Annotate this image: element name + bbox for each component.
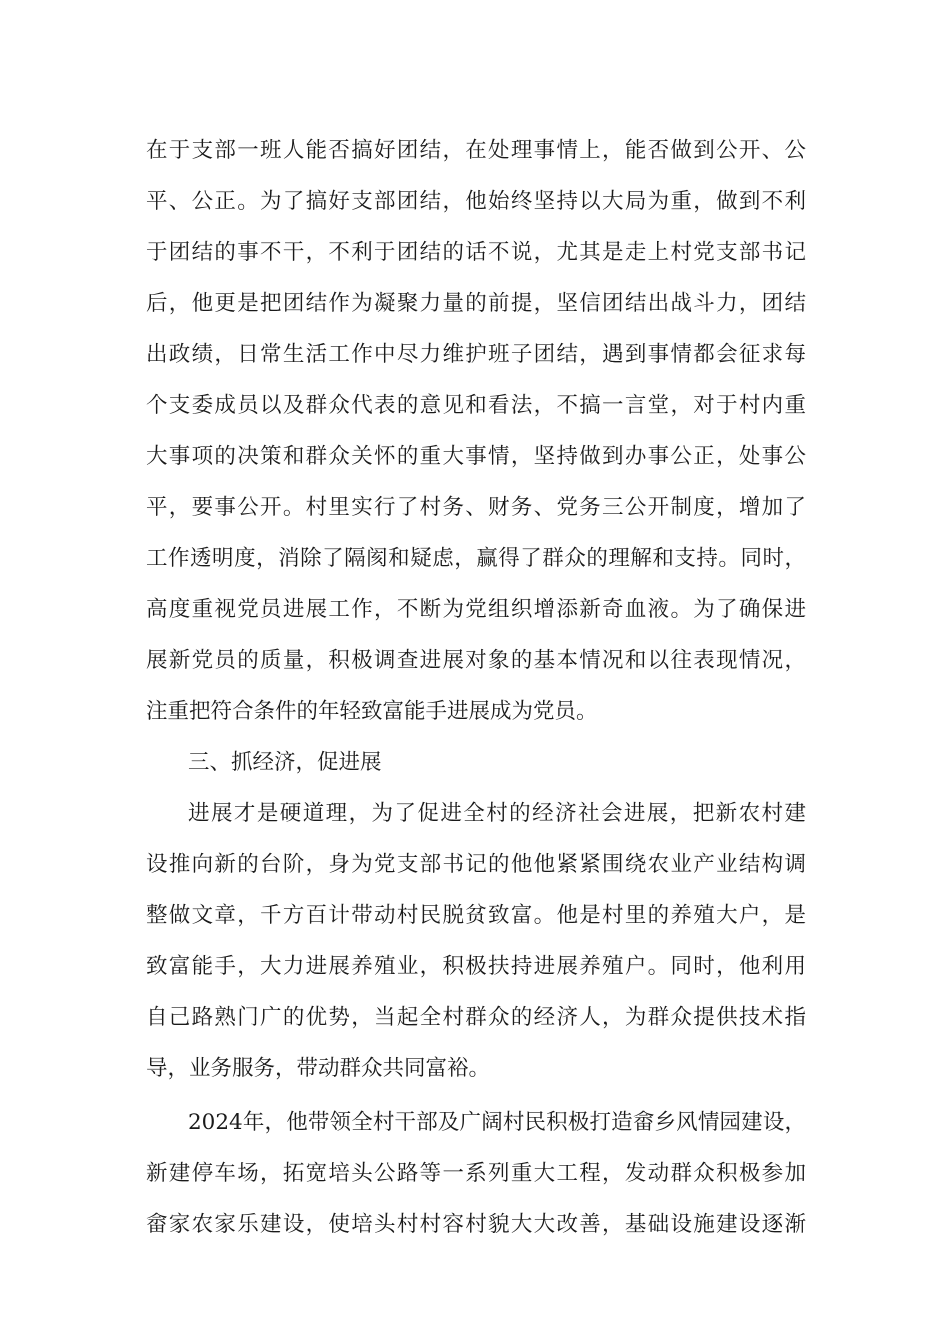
text-line: 进展才是硬道理，为了促进全村的经济社会进展，把新农村建 [188,801,806,826]
text-line: 在于支部一班人能否搞好团结，在处理事情上，能否做到公开、公 [146,138,806,163]
text-line: 导，业务服务，带动群众共同富裕。 [146,1056,491,1081]
text-line: 出政绩，日常生活工作中尽力维护班子团结，遇到事情都会征求每 [146,342,806,367]
text-line: 平、公正。为了搞好支部团结，他始终坚持以大局为重，做到不利 [146,189,806,214]
text-line: 高度重视党员进展工作，不断为党组织增添新奇血液。为了确保进 [146,597,806,622]
text-line: 整做文章，千方百计带动村民脱贫致富。他是村里的养殖大户，是 [146,903,806,928]
section-heading: 三、抓经济，促进展 [188,750,382,775]
text-line: 展新党员的质量，积极调查进展对象的基本情况和以往表现情况， [146,648,806,673]
text-line: 于团结的事不干，不利于团结的话不说，尤其是走上村党支部书记 [146,240,806,265]
text-line: 畲家农家乐建设，使培头村村容村貌大大改善，基础设施建设逐渐 [146,1212,806,1237]
text-line: 2024年，他带领全村干部及广阔村民积极打造畲乡风情园建设， [188,1110,806,1135]
text-line: 后，他更是把团结作为凝聚力量的前提，坚信团结出战斗力，团结 [146,291,806,316]
text-line: 注重把符合条件的年轻致富能手进展成为党员。 [146,699,598,724]
text-line: 致富能手，大力进展养殖业，积极扶持进展养殖户。同时，他利用 [146,954,806,979]
text-line: 设推向新的台阶，身为党支部书记的他他紧紧围绕农业产业结构调 [146,852,806,877]
text-line: 工作透明度，消除了隔阂和疑虑，赢得了群众的理解和支持。同时， [146,546,806,571]
text-line: 平，要事公开。村里实行了村务、财务、党务三公开制度，增加了 [146,495,806,520]
text-line: 大事项的决策和群众关怀的重大事情，坚持做到办事公正，处事公 [146,444,806,469]
text-line: 新建停车场，拓宽培头公路等一系列重大工程，发动群众积极参加 [146,1161,806,1186]
text-line: 自己路熟门广的优势，当起全村群众的经济人，为群众提供技术指 [146,1005,806,1030]
text-line: 个支委成员以及群众代表的意见和看法，不搞一言堂，对于村内重 [146,393,806,418]
